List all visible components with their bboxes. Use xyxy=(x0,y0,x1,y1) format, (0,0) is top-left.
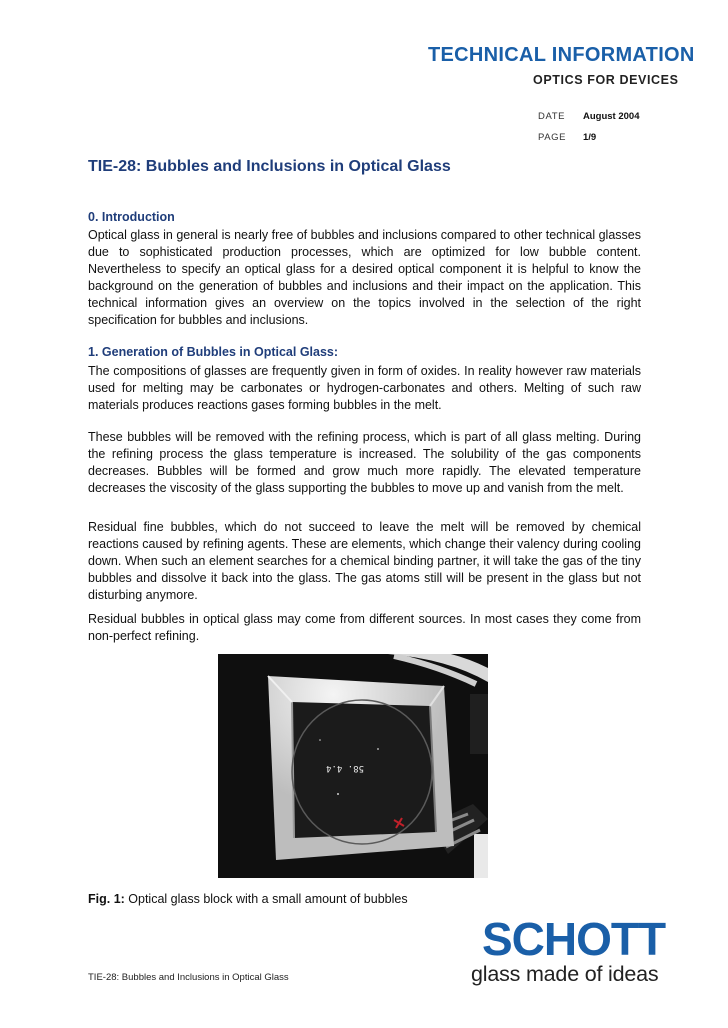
date-value: August 2004 xyxy=(583,111,640,122)
footer-text: TIE-28: Bubbles and Inclusions in Optical Glass xyxy=(88,972,289,983)
section-heading-generation: 1. Generation of Bubbles in Optical Glass: xyxy=(88,345,339,359)
schott-logo-tagline: glass made of ideas xyxy=(471,962,659,986)
figure-caption-text: Optical glass block with a small amount of bubbles xyxy=(124,892,408,906)
header-subtitle: OPTICS FOR DEVICES xyxy=(533,73,679,87)
paragraph-generation-4: Residual bubbles in optical glass may come from different sources. In most cases they come from non-perfect refining. xyxy=(88,612,641,643)
figure-handwriting-label: 58. 4.4 xyxy=(326,763,364,773)
section-heading-introduction: 0. Introduction xyxy=(88,210,175,224)
header-title: TECHNICAL INFORMATION xyxy=(428,44,695,66)
paragraph-generation-2: These bubbles will be removed with the refining process, which is part of all glass melting. During the refining process the glass temperature is increased. The solubility of the gas components decreases. Bubbles will be formed and grow much more rapidly. The elevated temperature decreases the viscosity of the glass supporting the bubbles to move up and vanish from the melt. xyxy=(88,430,641,495)
date-label: DATE xyxy=(538,111,566,122)
schott-logo-name: SCHOTT xyxy=(482,913,666,965)
figure-glass-block-photo xyxy=(218,654,488,878)
page-label: PAGE xyxy=(538,132,567,143)
paragraph-generation-3: Residual fine bubbles, which do not succeed to leave the melt will be removed by chemical reactions caused by refining agents. These are elements, which change their valency during cooling down. When such an element searches for a chemical binding partner, it will take the gas of the tiny bubbles and dissolve it back into the glass. The gas atoms still will be present in the glass but not disturbing anymore. xyxy=(88,520,641,602)
figure-caption-label: Fig. 1: xyxy=(88,892,125,906)
paragraph-introduction: Optical glass in general is nearly free of bubbles and inclusions compared to other technical glasses due to sophisticated production processes, which are optimized for low bubble content. Nevertheless to specify an optical glass for a desired optical component it is helpful to know the background on the generation of bubbles and inclusions and their impact on the application. This technical information gives an overview on the topics involved in the selection of the right specification for bubbles and inclusions. xyxy=(88,228,641,327)
document-title: TIE-28: Bubbles and Inclusions in Optical Glass xyxy=(88,158,451,175)
figure-caption xyxy=(88,892,408,906)
page-value: 1/9 xyxy=(583,132,597,143)
paragraph-generation-1: The compositions of glasses are frequently given in form of oxides. In reality however raw materials used for melting may be carbonates or hydrogen-carbonates and others. Melting of such raw materials produces reactions gases forming bubbles in the melt. xyxy=(88,364,641,412)
